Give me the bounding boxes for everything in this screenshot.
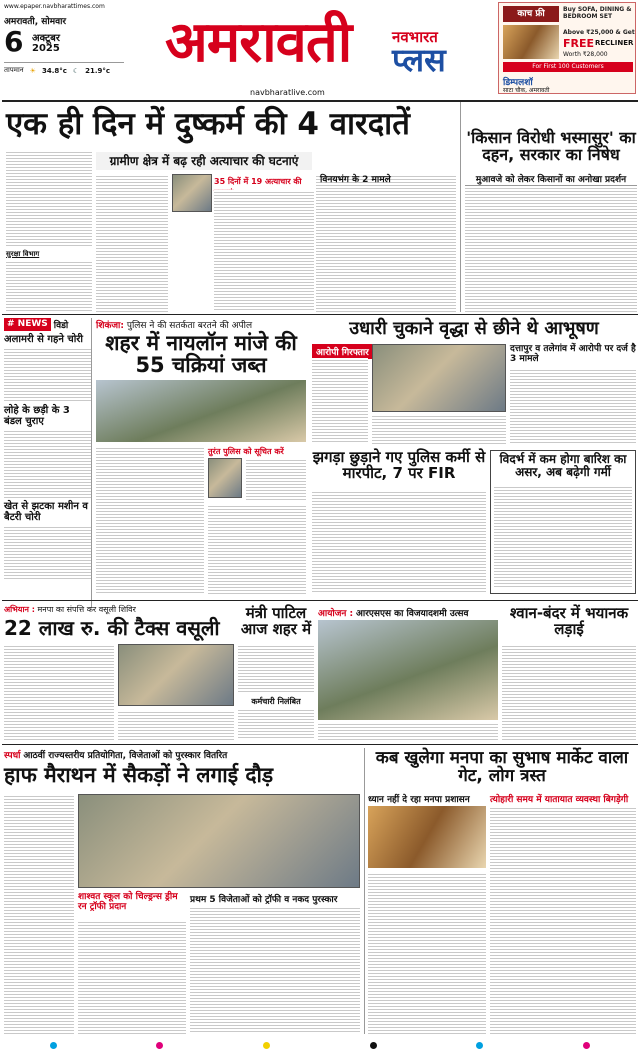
rain-box <box>490 450 636 594</box>
ad-line2: Above ₹25,000 & Get <box>563 29 635 36</box>
news-strip <box>4 318 92 608</box>
news-item-2-text <box>4 429 91 499</box>
sofa-image <box>503 25 559 59</box>
black-mark <box>370 1042 377 1049</box>
minister-text <box>238 644 314 694</box>
loan-side-text <box>510 368 636 444</box>
lead-sidebar-title: सुरक्षा विभाग <box>6 250 40 258</box>
col-divider-2 <box>364 748 365 1034</box>
brand-plus: प्लस <box>392 41 446 79</box>
lead-col-text <box>6 150 92 248</box>
cyan-mark-2 <box>476 1042 483 1049</box>
date-number: 6 <box>4 25 24 58</box>
tax-headline: 22 लाख रु. की टैक्स वसूली <box>4 616 220 640</box>
marathon-kicker-text: आठवीं राज्यस्तरीय प्रतियोगिता, विजेताओं को पुरस्कार वितरित <box>23 751 228 761</box>
tax-kicker: अभियान : <box>4 605 35 614</box>
arrest-photo <box>372 344 506 412</box>
ad-first: For First 100 Customers <box>503 62 633 72</box>
sun-icon: ☀ <box>29 66 36 75</box>
lead-stat: 35 दिनों में 19 अत्याचार की <box>214 177 302 186</box>
gate-headline: कब खुलेगा मनपा का सुभाष मार्केट वाला गेट, लोग त्रस्त <box>375 748 629 786</box>
officer-portrait <box>208 458 242 498</box>
manja-side <box>208 446 308 594</box>
dogs-text <box>502 644 636 740</box>
temp-min: 21.9°c <box>85 66 111 75</box>
manja-kicker-row <box>96 318 286 331</box>
manja-side-text-2 <box>208 504 306 594</box>
site-link[interactable]: navbharatlive.com <box>250 88 325 97</box>
section-rule-3 <box>2 744 638 745</box>
tax-camp-photo <box>118 644 234 706</box>
lead-col-text-4 <box>214 190 314 312</box>
crime-illustration <box>172 174 212 212</box>
lead-col-text-5 <box>316 174 456 312</box>
staff-suspended-text <box>238 708 314 740</box>
cyan-mark <box>50 1042 57 1049</box>
header-rule <box>2 100 638 102</box>
section-rule-1 <box>2 314 638 315</box>
lead-col-text-2 <box>6 260 92 312</box>
loan-side-head: दत्तापुर व तलेगांव में आरोपी पर दर्ज है 3 मामले <box>510 344 636 365</box>
tax-text-2 <box>118 710 234 740</box>
date-year: 2025 <box>32 43 60 54</box>
manja-side-text <box>246 458 306 502</box>
marathon-sub1: शाश्वत स्कूल को चिल्ड्रन्स ड्रीम रन ट्रॉफी प्रदान <box>78 892 178 913</box>
epaper-url[interactable]: www.epaper.navbharattimes.com <box>4 3 105 10</box>
gate-text-left <box>368 872 486 1034</box>
furniture-ad[interactable] <box>498 2 636 94</box>
rain-text <box>494 485 632 589</box>
date-month: अक्टूबर <box>32 33 60 44</box>
ad-item: RECLINER <box>595 39 634 47</box>
marathon-text-3 <box>190 906 360 1034</box>
rain-headline: विदर्भ में कम होगा बारिश का असर, अब बढ़ेगी गर्मी <box>499 452 627 479</box>
manja-kicker: शिकंजा: <box>96 321 124 331</box>
farmer-protest-headline: 'किसान विरोधी भस्मासुर' का दहन, सरकार का निषेध <box>466 128 636 164</box>
news-item-1: अलामरी से गहने चोरी <box>4 334 83 345</box>
manja-photo <box>96 380 306 442</box>
fight-headline: झगड़ा छुड़ाने गए पुलिस कर्मी से मारपीट, 7 पर FIR <box>312 448 486 482</box>
marathon-photo <box>78 794 360 888</box>
magenta-mark <box>156 1042 163 1049</box>
lead-headline-text: एक ही दिन में दुष्कर्म की 4 वारदातें <box>6 106 410 142</box>
news-item-2: लोहे के छड़ी के 3 बंडल चुराए <box>4 405 70 427</box>
marathon-text-1 <box>4 794 74 1034</box>
yellow-mark <box>263 1042 270 1049</box>
news-item-3-text <box>4 525 91 581</box>
marathon-headline: हाफ मैराथन में सैकड़ों ने लगाई दौड़ <box>4 763 274 787</box>
lead-headline <box>6 108 456 141</box>
magenta-mark-2 <box>583 1042 590 1049</box>
manja-side-tag: तुरंत पुलिस को सूचित करें <box>208 447 284 456</box>
ad-address: साटा चौक, अमरावती <box>503 87 550 94</box>
rss-kicker-text: आरएसएस का विजयादशमी उत्सव <box>356 609 469 619</box>
tax-kicker-text: मनपा का संपत्ति कर वसूली शिविर <box>37 605 136 614</box>
fight-text <box>312 490 486 594</box>
col-divider <box>460 102 461 312</box>
news-item-3: खेत से झटका मशीन व बैटरी चोरी <box>4 501 88 523</box>
gate-text-right <box>490 806 636 1034</box>
farmer-protest-text <box>465 186 637 312</box>
ad-worth: Worth ₹28,000 <box>563 51 608 58</box>
loan-tag: आरोपी गिरफ्तार <box>312 344 373 359</box>
rss-kicker-row <box>318 606 498 619</box>
manja-text <box>96 446 204 594</box>
staff-suspended: कर्मचारी निलंबित <box>251 697 301 706</box>
loan-caption <box>372 414 506 444</box>
news-label: # NEWS <box>4 318 51 331</box>
farmer-protest-subhead: मुआवजे को लेकर किसानों का अनोखा प्रदर्शन <box>465 172 637 186</box>
brand-navbharat: नवभारत <box>392 28 438 46</box>
temp-max: 34.8°c <box>41 66 67 75</box>
temp-label: तापमान <box>4 66 24 74</box>
dogs-headline: श्वान-बंदर में भयानक लड़ाई <box>509 604 629 638</box>
gate-sub: ध्यान नहीं दे रहा मनपा प्रशासन <box>368 795 470 805</box>
tax-text <box>4 644 114 740</box>
ad-brand: डिम्पलशॉ <box>503 78 533 88</box>
masthead-title: अमरावती <box>165 10 352 75</box>
moon-icon: ☾ <box>72 66 80 75</box>
news-item-1-text <box>4 347 91 403</box>
lead-col-text-3 <box>96 174 168 312</box>
print-marks <box>0 1040 640 1051</box>
rss-caption <box>318 722 498 740</box>
minister-headline: मंत्री पाटिल आज शहर में <box>240 604 312 638</box>
gate-photo <box>368 806 486 868</box>
manja-headline: शहर में नायलॉन मांजे की 55 चक्रियां जब्त <box>105 331 297 378</box>
marathon-kicker-row <box>4 748 360 761</box>
rss-kicker: आयोजन : <box>318 609 354 619</box>
gate-sub2: त्योहारी समय में यातायात व्यवस्था बिगड़ेगी <box>490 795 629 805</box>
news-label-2: विडो <box>53 321 69 331</box>
rss-photo <box>318 620 498 720</box>
ad-line1: Buy SOFA, DINING & BEDROOM SET <box>563 6 632 21</box>
section-rule-2 <box>2 600 638 601</box>
loan-headline: उधारी चुकाने वृद्धा से छीने थे आभूषण <box>349 318 599 339</box>
lead-subhead: ग्रामीण क्षेत्र में बढ़ रही अत्याचार की घटनाएं <box>96 152 312 170</box>
tax-kicker-row <box>4 604 234 615</box>
marathon-kicker: स्पर्धा <box>4 751 21 761</box>
molest-col-head: विनयभंग के 2 मामले <box>320 175 391 185</box>
marathon-sub2: प्रथम 5 विजेताओं को ट्रॉफी व नकद पुरस्कार <box>190 895 338 905</box>
ad-free: FREE <box>563 37 595 50</box>
city-day: अमरावती, सोमवार <box>4 17 67 27</box>
weather-bar <box>4 62 124 78</box>
marathon-text-2 <box>78 920 186 1034</box>
manja-kicker-text: पुलिस ने की सतर्कता बरतने की अपील <box>126 321 253 331</box>
loan-text-1 <box>312 358 368 444</box>
ad-brand-badge: काच फ्री <box>503 6 559 22</box>
